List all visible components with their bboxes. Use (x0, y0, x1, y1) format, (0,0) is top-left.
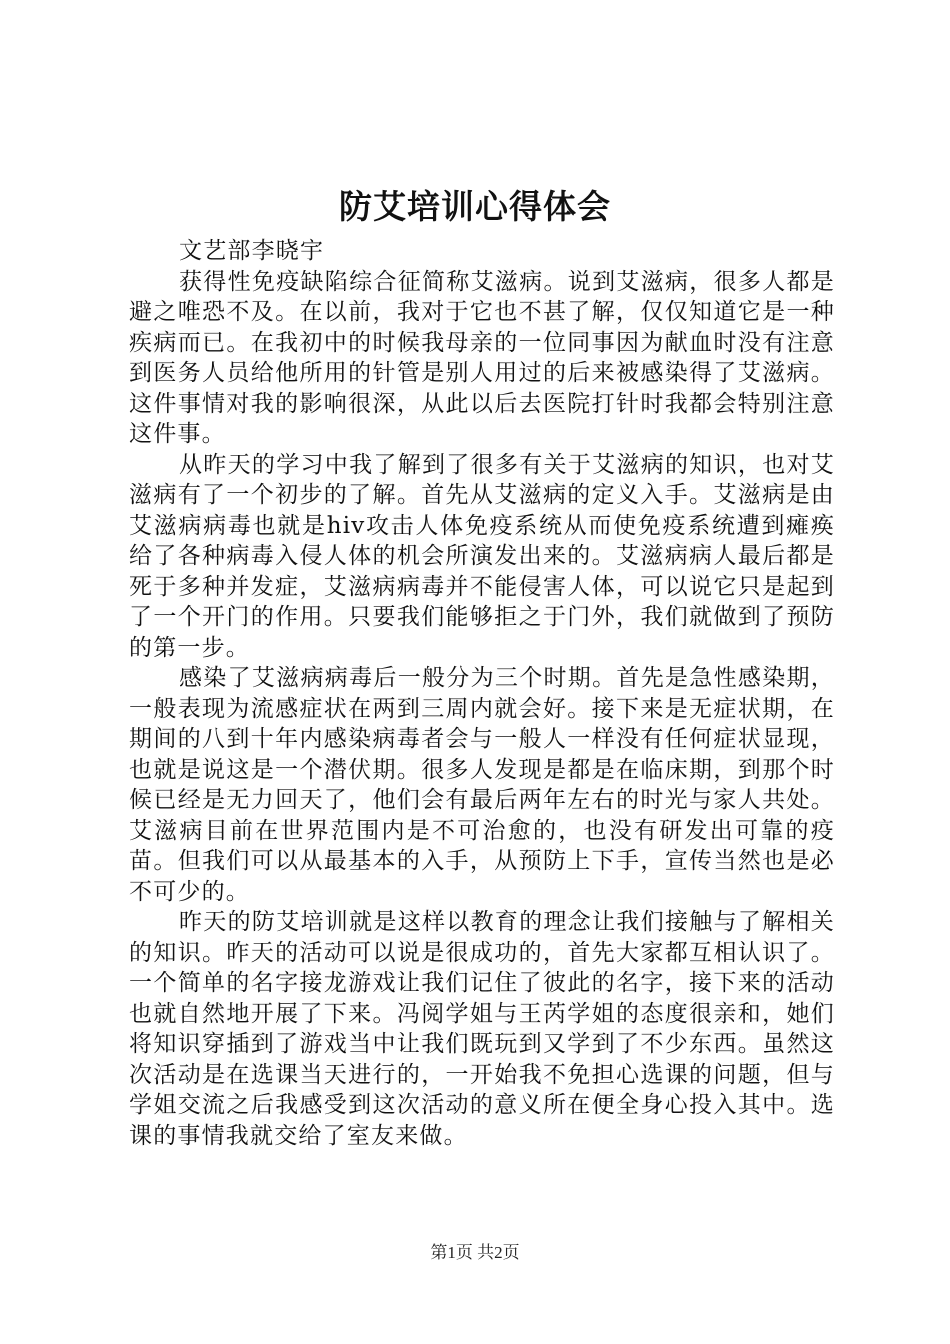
paragraph-2: 从昨天的学习中我了解到了很多有关于艾滋病的知识，也对艾滋病有了一个初步的了解。首先从艾滋病的定义入手。艾滋病是由艾滋病病毒也就是hiv攻击人体免疫系统从而使免疫系统遭到瘫痪给了各种病毒入侵人体的机会所演发出来的。艾滋病病人最后都是死于多种并发症，艾滋病病毒并不能侵害人体，可以说它只是起到了一个开门的作用。只要我们能够拒之于门外，我们就做到了预防的第一步。 (129, 451, 835, 661)
paragraph-1: 获得性免疫缺陷综合征简称艾滋病。说到艾滋病，很多人都是避之唯恐不及。在以前，我对于它也不甚了解，仅仅知道它是一种疾病而已。在我初中的时候我母亲的一位同事因为献血时没有注意到医务人员给他所用的针管是别人用过的后来被感染得了艾滋病。这件事情对我的影响很深，从此以后去医院打针时我都会特别注意这件事。 (129, 268, 835, 447)
paragraph-4: 昨天的防艾培训就是这样以教育的理念让我们接触与了解相关的知识。昨天的活动可以说是很成功的，首先大家都互相认识了。一个简单的名字接龙游戏让我们记住了彼此的名字，接下来的活动也就自然地开展了下来。冯阅学姐与王芮学姐的态度很亲和，她们将知识穿插到了游戏当中让我们既玩到又学到了不少东西。虽然这次活动是在选课当天进行的，一开始我不免担心选课的问题，但与学姐交流之后我感受到这次活动的意义所在便全身心投入其中。选课的事情我就交给了室友来做。 (129, 909, 835, 1149)
document-title: 防艾培训心得体会 (339, 187, 611, 226)
paragraph-3: 感染了艾滋病病毒后一般分为三个时期。首先是急性感染期，一般表现为流感症状在两到三周内就会好。接下来是无症状期，在期间的八到十年内感染病毒者会与一般人一样没有任何症状显现，也就是说这是一个潜伏期。很多人发现是都是在临床期，到那个时候已经是无力回天了，他们会有最后两年左右的时光与家人共处。艾滋病目前在世界范围内是不可治愈的，也没有研发出可靠的疫苗。但我们可以从最基本的入手，从预防上下手，宣传当然也是必不可少的。 (129, 665, 835, 905)
page-number-footer: 第1页 共2页 (430, 1243, 520, 1262)
author-line: 文艺部李晓宇 (179, 238, 325, 264)
document-body (129, 236, 835, 1151)
